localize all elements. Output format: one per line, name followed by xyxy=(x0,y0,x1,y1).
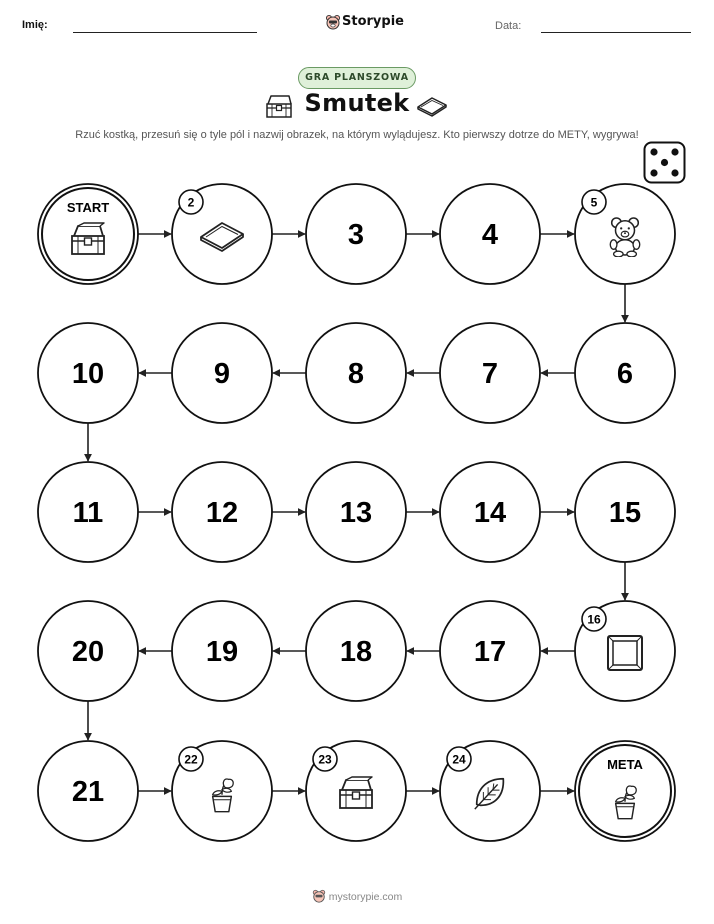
space-number: 5 xyxy=(590,195,598,210)
space-number: 18 xyxy=(339,636,373,668)
finish-space xyxy=(575,741,675,841)
board-space xyxy=(440,462,540,562)
start-label: START xyxy=(66,200,110,215)
space-number: 8 xyxy=(347,358,365,390)
space-number: 17 xyxy=(473,636,507,668)
space-number: 20 xyxy=(71,636,105,668)
space-number: 24 xyxy=(452,752,466,767)
board-space xyxy=(440,184,540,284)
board-space xyxy=(172,462,272,562)
space-number: 4 xyxy=(481,219,499,251)
page-title: Smutek xyxy=(304,89,410,117)
board-space xyxy=(172,184,272,284)
footer-url[interactable]: mystorypie.com xyxy=(328,891,403,903)
footer xyxy=(0,889,714,903)
board-space xyxy=(172,601,272,701)
space-number: 14 xyxy=(473,497,507,529)
space-number: 19 xyxy=(205,636,239,668)
space-number: 6 xyxy=(616,358,634,390)
board-space xyxy=(38,323,138,423)
board-space xyxy=(38,741,138,841)
space-circle xyxy=(575,741,675,841)
brand-name: Storypie xyxy=(342,14,404,29)
space-number: 3 xyxy=(347,219,365,251)
space-number: 15 xyxy=(608,497,642,529)
board-space xyxy=(440,741,540,841)
treasure-chest-icon xyxy=(340,777,372,808)
space-number: 11 xyxy=(72,497,104,529)
space-number: 16 xyxy=(587,612,601,627)
treasure-chest-icon xyxy=(72,223,104,254)
date-label: Data: xyxy=(495,20,522,32)
space-number: 12 xyxy=(205,497,239,529)
picture-frame-icon xyxy=(608,636,642,670)
board-space xyxy=(440,323,540,423)
space-number: 22 xyxy=(184,752,198,767)
board-space xyxy=(575,601,675,701)
space-number: 10 xyxy=(71,358,105,390)
space-number: 2 xyxy=(187,195,195,210)
board-space xyxy=(306,323,406,423)
space-number: 9 xyxy=(213,358,231,390)
board-space xyxy=(306,741,406,841)
board-space xyxy=(575,323,675,423)
bear-logo-icon xyxy=(312,889,326,903)
board-space xyxy=(38,601,138,701)
instructions: Rzuć kostką, przesuń się o tyle pól i nazwij obrazek, na którym wylądujesz. Kto pierwszy dotrze do METY, wygrywa! xyxy=(75,129,639,141)
board-space xyxy=(172,323,272,423)
board-space xyxy=(172,741,272,841)
category-pill: GRA PLANSZOWA xyxy=(298,67,416,89)
board-space xyxy=(306,462,406,562)
space-number: 13 xyxy=(339,497,373,529)
space-number: 7 xyxy=(481,358,499,390)
name-label: Imię: xyxy=(22,19,48,31)
space-number: 21 xyxy=(71,776,105,808)
board-space xyxy=(440,601,540,701)
board-space xyxy=(575,184,675,284)
board-space xyxy=(38,462,138,562)
start-space xyxy=(38,184,138,284)
space-number: 23 xyxy=(318,752,332,767)
board-space xyxy=(575,462,675,562)
board-space xyxy=(306,601,406,701)
finish-label: META xyxy=(607,757,643,772)
board-space xyxy=(306,184,406,284)
